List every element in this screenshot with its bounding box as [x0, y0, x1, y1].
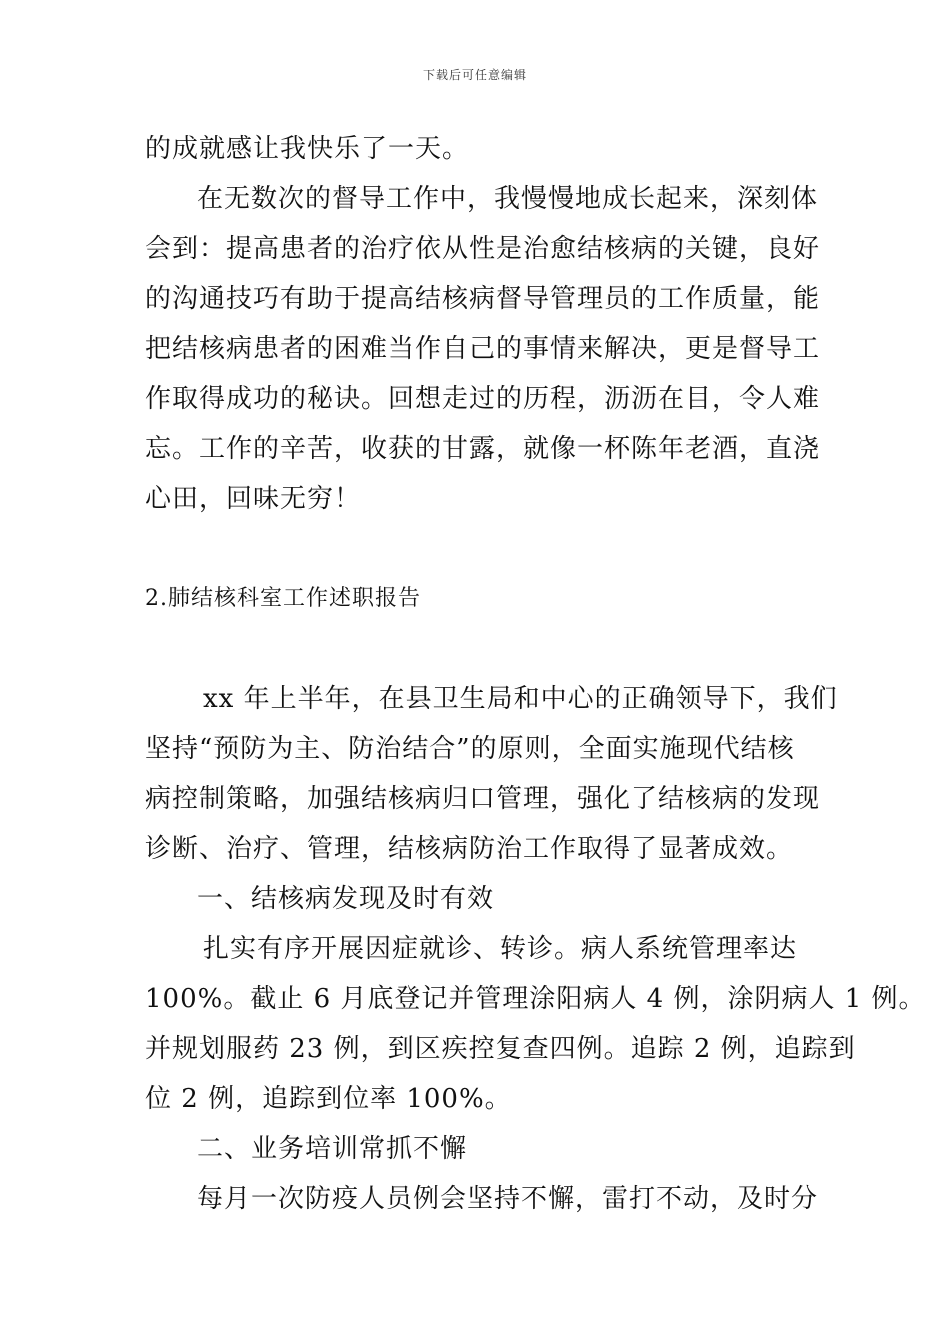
text-line: 会到：提高患者的治疗依从性是治愈结核病的关键，良好 [145, 234, 821, 264]
text-line: 的成就感让我快乐了一天。 [145, 134, 470, 164]
text-line: 忘。工作的辛苦，收获的甘露，就像一杯陈年老酒，直浇 [145, 434, 821, 464]
subheading: 二、业务培训常抓不懈 [197, 1134, 468, 1164]
subheading: 一、结核病发现及时有效 [197, 884, 495, 914]
document-body [145, 124, 926, 1224]
text-line: 病控制策略，加强结核病归口管理，强化了结核病的发现 [145, 784, 821, 814]
text-line: 诊断、治疗、管理，结核病防治工作取得了显著成效。 [145, 834, 794, 864]
text-line: 在无数次的督导工作中，我慢慢地成长起来，深刻体 [197, 184, 819, 214]
text-line: 每月一次防疫人员例会坚持不懈，雷打不动，及时分 [197, 1184, 819, 1214]
text-line: 把结核病患者的困难当作自己的事情来解决，更是督导工 [145, 334, 821, 364]
text-line: 100%。截止 6 月底登记并管理涂阳病人 4 例，涂阴病人 1 例。 [145, 984, 926, 1014]
section-title: 2.肺结核科室工作述职报告 [145, 586, 421, 611]
spacer [145, 524, 825, 574]
page-header: 下载后可任意编辑 [422, 68, 527, 82]
text-line: 扎实有序开展因症就诊、转诊。病人系统管理率达 [203, 934, 798, 964]
text-line: 位 2 例，追踪到位率 100%。 [145, 1084, 512, 1114]
text-line: 作取得成功的秘诀。回想走过的历程，沥沥在目，令人难 [145, 384, 821, 414]
text-line: 的沟通技巧有助于提高结核病督导管理员的工作质量，能 [145, 284, 821, 314]
text-line: 并规划服药 23 例，到区疾控复查四例。追踪 2 例，追踪到 [145, 1034, 856, 1064]
text-line: 坚持“预防为主、防治结合”的原则，全面实施现代结核 [145, 734, 795, 764]
text-line: xx 年上半年，在县卫生局和中心的正确领导下，我们 [203, 684, 838, 714]
text-line: 心田，回味无穷！ [145, 484, 362, 514]
spacer [145, 624, 825, 674]
